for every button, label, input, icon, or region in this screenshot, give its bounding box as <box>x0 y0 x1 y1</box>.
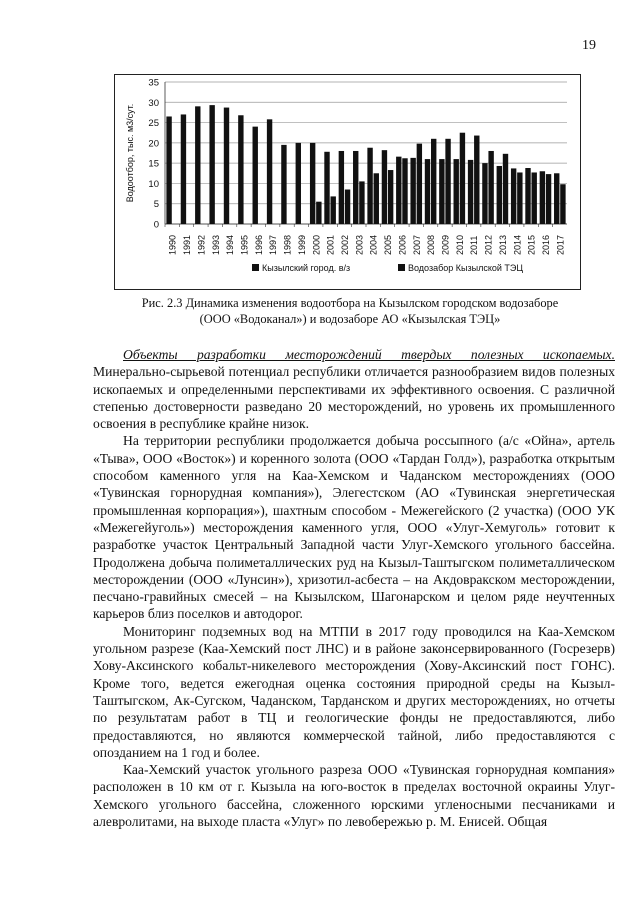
bar-kyzyl-city-2006 <box>396 157 401 224</box>
legend-label-kyzyl-city: Кызылский город. в/з <box>262 263 351 273</box>
x-tick-label: 2017 <box>555 234 566 255</box>
bar-kyzyl-tec-2006 <box>402 158 407 224</box>
bar-kyzyl-city-2015 <box>525 168 530 224</box>
bar-kyzyl-tec-2005 <box>388 170 393 224</box>
x-tick-label: 2005 <box>383 234 394 255</box>
bar-kyzyl-city-2017 <box>554 173 559 224</box>
water-withdrawal-chart <box>115 75 580 289</box>
bar-kyzyl-tec-2010 <box>460 133 465 224</box>
paragraph-3: Мониторинг подземных вод на МТПИ в 2017 году проводился на Каа-Хемском угольном разрезе (Каа-Хемский пост ЛНС) и в районе законсервированного (Госрезерв) Хову-Аксинского кобальт-никелевого месторождения (Хову-Аксинский пост ГОНС). Кроме того, ведется ежегодная оценка состояния природной среды на Кызыл-Таштыгском, Ак-Сугском, Чаданском, Тарданском и других месторождениях, но отчеты по результатам работ в ТЦ и геологические фонды не предоставляются, либо предоставляются, но являются коммерческой тайной, либо предоставляются с опозданием на 1 год и более. <box>93 623 615 760</box>
x-tick-label: 1996 <box>253 234 264 255</box>
paragraph-2: На территории республики продолжается добыча россыпного (а/с «Ойна», артель «Тыва», ООО «Восток») и коренного золота (ООО «Тардан Голд»), разработка открытым способом каменного угля на Каа-Хемском и Чаданском месторождениях (ООО «Тувинская горнорудная компания»), Элегестском (АО «Тувинская энергетическая промышленная корпорация»), шахтным способом - Межегейского (2 участка) (ООО УК «Межегейуголь») месторождения каменного угля, ООО «Улуг-Хемуголь» готовит к разработке участок Центральный Западной части Улуг-Хемского угольного бассейна. Продолжена добыча полиметаллических руд на Кызыл-Таштыгском полиметаллическом месторождении (ООО «Лунсин»), хризотил-асбеста – на Акдовракском месторождении, песчано-гравийных смесей – на Кызылском, Шагонарском и целом ряде неучтенных карьеров близ поселков и автодорог. <box>93 433 615 622</box>
x-tick-label: 2008 <box>426 234 437 255</box>
bar-kyzyl-city-2005 <box>382 150 387 224</box>
bar-kyzyl-city-1992 <box>195 106 200 224</box>
y-tick-label: 30 <box>148 97 159 109</box>
paragraph-1-text: Минерально-сырьевой потенциал республики отличается разнообразием видов полезных ископаемых и определенными перспективами их эффективного освоения. С различной степенью достоверности разведано 20 месторождений, но уровень их промышленного освоения в республике крайне низок. <box>93 364 615 432</box>
x-tick-label: 2016 <box>540 234 551 255</box>
bar-kyzyl-city-1990 <box>166 116 171 224</box>
y-tick-label: 10 <box>148 178 159 190</box>
x-tick-label: 2013 <box>497 234 508 255</box>
x-tick-label: 1995 <box>239 234 250 255</box>
x-tick-label: 2001 <box>325 234 336 255</box>
bar-kyzyl-tec-2009 <box>445 139 450 224</box>
bar-kyzyl-tec-2003 <box>359 181 364 224</box>
bar-kyzyl-city-2001 <box>324 152 329 224</box>
bar-kyzyl-city-2016 <box>540 171 545 224</box>
x-tick-label: 2014 <box>512 234 523 255</box>
x-tick-label: 2010 <box>454 234 465 255</box>
paragraph-4: Каа-Хемский участок угольного разреза ООО «Тувинская горнорудная компания» расположен в 10 км от г. Кызыла на юго-восток в пределах восточной окраины Улуг-Хемского угольного бассейна, сложенного юрскими угленосными песчаниками и алевролитами, на выходе пласта «Улуг» по левобережью р. М. Енисей. Общая <box>93 762 615 830</box>
x-tick-label: 2007 <box>411 234 422 255</box>
bar-kyzyl-city-2011 <box>468 160 473 224</box>
x-tick-label: 2009 <box>440 234 451 255</box>
figure-caption <box>110 295 590 327</box>
y-tick-label: 15 <box>148 158 159 170</box>
legend-swatch-kyzyl-city <box>252 264 259 271</box>
x-tick-label: 1997 <box>268 234 279 255</box>
y-axis-label: Водоотбор, тыс. м3/сут. <box>125 103 135 203</box>
bar-kyzyl-tec-2015 <box>532 172 537 224</box>
bar-kyzyl-tec-2012 <box>488 151 493 224</box>
bar-kyzyl-city-2004 <box>367 148 372 224</box>
bar-kyzyl-city-2012 <box>482 163 487 224</box>
bar-kyzyl-city-2000 <box>310 143 315 224</box>
bar-kyzyl-tec-2013 <box>503 154 508 224</box>
x-tick-label: 2002 <box>339 234 350 255</box>
legend-swatch-kyzyl-tec <box>398 264 405 271</box>
bar-kyzyl-city-1991 <box>181 114 186 224</box>
x-tick-label: 1999 <box>296 234 307 255</box>
x-tick-label: 2006 <box>397 234 408 255</box>
x-tick-label: 2004 <box>368 234 379 255</box>
bar-kyzyl-city-2009 <box>439 159 444 224</box>
y-tick-label: 20 <box>148 138 159 150</box>
bar-kyzyl-city-2008 <box>425 159 430 224</box>
caption-line-1: Рис. 2.3 Динамика изменения водоотбора на Кызылском городском водозаборе <box>141 296 559 310</box>
bar-kyzyl-city-1997 <box>267 119 272 224</box>
bar-kyzyl-city-2003 <box>353 151 358 224</box>
bar-kyzyl-tec-2014 <box>517 172 522 224</box>
x-tick-label: 1992 <box>196 234 207 255</box>
y-tick-label: 5 <box>153 199 159 211</box>
x-tick-label: 1994 <box>225 234 236 255</box>
x-tick-label: 1991 <box>182 234 193 255</box>
bar-kyzyl-tec-2008 <box>431 139 436 224</box>
bar-kyzyl-tec-2000 <box>316 202 321 224</box>
bar-kyzyl-city-1994 <box>224 108 229 224</box>
bar-kyzyl-city-2014 <box>511 168 516 224</box>
paragraph-1 <box>93 346 615 432</box>
legend-label-kyzyl-tec: Водозабор Кызылской ТЭЦ <box>408 263 524 273</box>
bar-kyzyl-tec-2017 <box>560 184 565 224</box>
bar-kyzyl-tec-2001 <box>331 196 336 224</box>
bar-kyzyl-city-1996 <box>253 127 258 224</box>
x-tick-label: 2015 <box>526 234 537 255</box>
bar-kyzyl-tec-2007 <box>417 144 422 224</box>
x-tick-label: 1993 <box>210 234 221 255</box>
section-heading: Объекты разработки месторождений твердых полезных ископаемых. <box>123 347 615 362</box>
x-tick-label: 1998 <box>282 234 293 255</box>
x-tick-label: 1990 <box>167 234 178 255</box>
bar-kyzyl-tec-2002 <box>345 190 350 224</box>
bar-kyzyl-tec-2004 <box>374 173 379 224</box>
x-tick-label: 2011 <box>469 235 480 255</box>
page-number: 19 <box>582 38 596 53</box>
chart-frame <box>114 74 581 290</box>
y-tick-label: 25 <box>148 118 159 130</box>
x-tick-label: 2012 <box>483 234 494 255</box>
y-tick-label: 35 <box>148 77 159 89</box>
bar-kyzyl-city-2010 <box>454 159 459 224</box>
bar-kyzyl-city-1993 <box>209 105 214 224</box>
bar-kyzyl-city-1999 <box>296 143 301 224</box>
bar-kyzyl-city-2002 <box>339 151 344 224</box>
body-text <box>93 346 615 830</box>
bar-kyzyl-city-2013 <box>497 166 502 224</box>
bar-kyzyl-tec-2011 <box>474 136 479 224</box>
x-tick-label: 2003 <box>354 234 365 255</box>
bar-kyzyl-city-2007 <box>410 158 415 224</box>
caption-line-2: (ООО «Водоканал») и водозаборе АО «Кызылская ТЭЦ» <box>199 312 501 326</box>
bar-kyzyl-tec-2016 <box>546 174 551 224</box>
y-tick-label: 0 <box>153 219 159 231</box>
bar-kyzyl-city-1998 <box>281 145 286 224</box>
x-tick-label: 2000 <box>311 234 322 255</box>
bar-kyzyl-city-1995 <box>238 115 243 224</box>
